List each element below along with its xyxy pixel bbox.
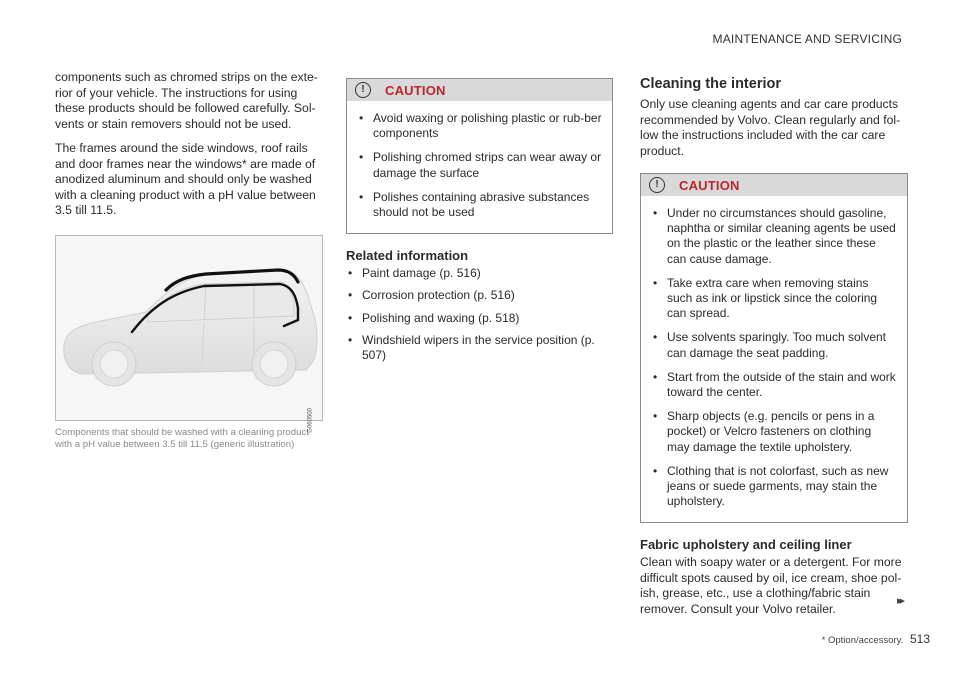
caution-box: [346, 78, 613, 234]
figure-code: G060500: [308, 407, 314, 433]
car-illustration: [55, 235, 323, 433]
paragraph: Clean with soapy water or a detergent. For more difficult spots caused by oil, ice cream, shoe pol-ish, grease, etc., use a clothing/fabric stain remover. Consult your Volvo retailer.: [640, 555, 902, 616]
list-item: • Polishing chromed strips can wear away or damage the surface: [357, 150, 602, 180]
column-right: [640, 76, 908, 626]
figure-caption: Components that should be washed with a cleaning product with a pH value between 3.5 till 11.5 (generic illustration): [55, 426, 309, 450]
list-item: • Take extra care when removing stains such as ink or lipstick since the coloring can spread.: [651, 276, 897, 322]
paragraph: Only use cleaning agents and car care products recommended by Volvo. Clean regularly and fol-low the instructions included with the car care product.: [640, 97, 901, 158]
exclamation-icon: !: [355, 82, 371, 98]
column-left: [55, 70, 323, 451]
caution-title: CAUTION: [385, 82, 446, 98]
section-heading: Cleaning the interior: [640, 76, 781, 92]
caution-title: CAUTION: [679, 177, 740, 193]
related-title: Related information: [346, 248, 469, 264]
related-information: [346, 248, 613, 363]
related-link[interactable]: • Windshield wipers in the service position (p. 507): [346, 333, 613, 363]
paragraph: components such as chromed strips on the exte-rior of your vehicle. The instructions for using these products should be followed carefully. Sol-vents or stain removers should not be used.: [55, 70, 318, 131]
related-link[interactable]: • Corrosion protection (p. 516): [346, 288, 613, 303]
caution-header: [641, 174, 907, 196]
caution-box: [640, 173, 908, 523]
caution-list: [347, 101, 612, 233]
list-item: • Polishes containing abrasive substances should not be used: [357, 190, 602, 220]
page-number: 513: [909, 632, 930, 646]
related-link[interactable]: • Paint damage (p. 516): [346, 266, 613, 281]
section-header: MAINTENANCE AND SERVICING: [712, 32, 902, 46]
list-item: • Start from the outside of the stain and work toward the center.: [651, 370, 897, 400]
related-list: [346, 266, 613, 363]
caution-list: [641, 196, 907, 522]
caution-header: [347, 79, 612, 101]
exclamation-icon: !: [649, 177, 665, 193]
list-item: • Clothing that is not colorfast, such as new jeans or suede garments, may stain the upholstery.: [651, 464, 897, 510]
list-item: • Avoid waxing or polishing plastic or rub-ber components: [357, 111, 602, 141]
list-item: • Use solvents sparingly. Too much solvent can damage the seat padding.: [651, 330, 897, 360]
column-middle: [346, 78, 613, 370]
next-page-icon[interactable]: ▸▸: [896, 595, 902, 607]
footnote: * Option/accessory.: [821, 635, 904, 646]
list-item: • Sharp objects (e.g. pencils or pens in a pocket) or Velcro fasteners on clothing may damage the textile upholstery.: [651, 409, 897, 455]
page-footer: [822, 632, 930, 646]
related-link[interactable]: • Polishing and waxing (p. 518): [346, 311, 613, 326]
list-item: • Under no circumstances should gasoline, naphtha or similar cleaning agents be used on the plastic or the leather since these can cause damage.: [651, 206, 897, 267]
paragraph: The frames around the side windows, roof rails and door frames near the windows* are made of anodized aluminum and should only be washed with a cleaning product with a pH value between 3.5 till 11.5.: [55, 141, 316, 217]
car-silhouette: [56, 236, 322, 420]
subheading: Fabric upholstery and ceiling liner: [640, 537, 852, 553]
